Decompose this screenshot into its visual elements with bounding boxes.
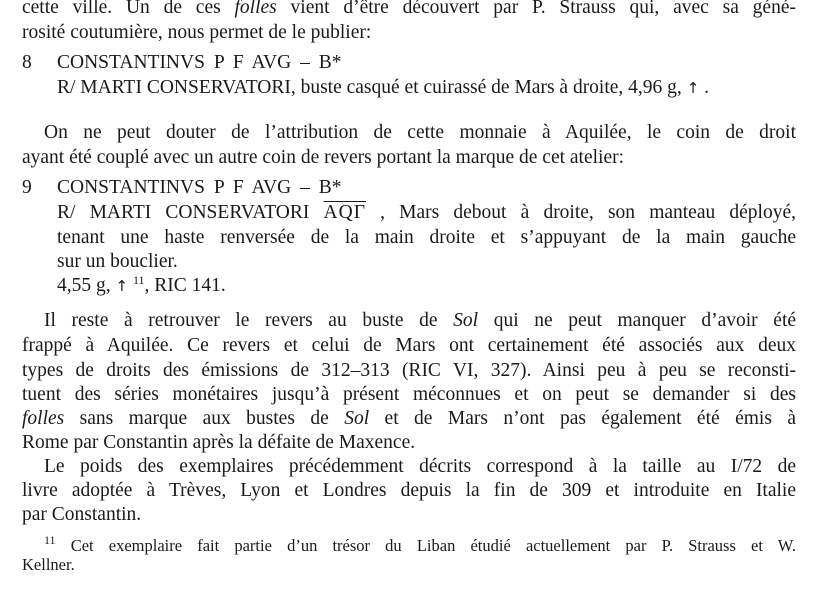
text-line: Rome par Constantin après la défaite de Maxence. [22, 432, 416, 453]
coin-obverse: CONSTANTINVS P F AVG – B* [57, 177, 342, 198]
coin-reverse: R/ MARTI CONSERVATORI $\overline{AQ\Gamma}$ , Mars debout à droite, son manteau déployé, [57, 202, 796, 223]
coin-obverse: CONSTANTINVS P F AVG – B* [57, 52, 342, 73]
text-line: livre adoptée à Trèves, Lyon et Londres depuis la fin de 309 et introduite en Italie [22, 480, 796, 501]
catalog-number: 8 [22, 52, 32, 73]
footnote-reference: 11 [132, 273, 145, 287]
text-line: Il reste à retrouver le revers au buste de Sol qui ne peut manquer d’avoir été [44, 310, 797, 331]
footnote-number: 11 [44, 533, 56, 547]
text-line: sur un bouclier. [57, 251, 178, 272]
text-line: tenant une haste renversée de la main droite et s’appuyant de la main gauche [57, 227, 796, 248]
text-line: frappé à Aquilée. Ce revers et celui de Mars ont certainement été associés aux deux [22, 335, 796, 356]
mint-mark: $\overline{AQ\Gamma}$ [323, 202, 366, 223]
coin-reverse: R/ MARTI CONSERVATORI, buste casqué et cuirassé de Mars à droite, 4,96 g, ↑ . [57, 77, 710, 98]
italic-term: folles [22, 408, 65, 429]
catalog-number: 9 [22, 177, 32, 198]
text-line: types de droits des émissions de 312–313 (RIC VI, 327). Ainsi peu à peu se reconsti- [22, 360, 796, 381]
text-line: cette ville. Un de ces folles vient d’être découvert par P. Strauss qui, avec sa géné- [22, 0, 796, 21]
italic-term: Sol [344, 408, 370, 429]
arrow-up-icon: ↑ [686, 79, 700, 97]
text-line: folles sans marque aux bustes de Sol et de Mars n’ont pas également été émis à [22, 408, 796, 429]
text-line: tuent des séries monétaires jusqu’à présent méconnues et on peut se demander si des [22, 384, 796, 405]
footnote-line: Kellner. [22, 555, 75, 574]
italic-term: folles [234, 0, 277, 18]
footnote: $^{11}$ Cet exemplaire fait partie d’un trésor du Liban étudié actuellement par P. Strauss et W. [44, 533, 796, 555]
italic-term: Sol [453, 310, 479, 331]
text-line: ayant été couplé avec un autre coin de revers portant la marque de cet atelier: [22, 147, 625, 168]
text-line: Le poids des exemplaires précédemment décrits correspond à la taille au I/72 de [44, 456, 796, 477]
coin-weight: 4,55 g, ↑ $^{11}$, RIC 141. [57, 273, 226, 296]
text-line: On ne peut douter de l’attribution de cette monnaie à Aquilée, le coin de droit [44, 122, 796, 143]
arrow-up-icon: ↑ [115, 277, 129, 295]
text-line: par Constantin. [22, 504, 142, 525]
text-line: rosité coutumière, nous permet de le publier: [22, 22, 372, 43]
